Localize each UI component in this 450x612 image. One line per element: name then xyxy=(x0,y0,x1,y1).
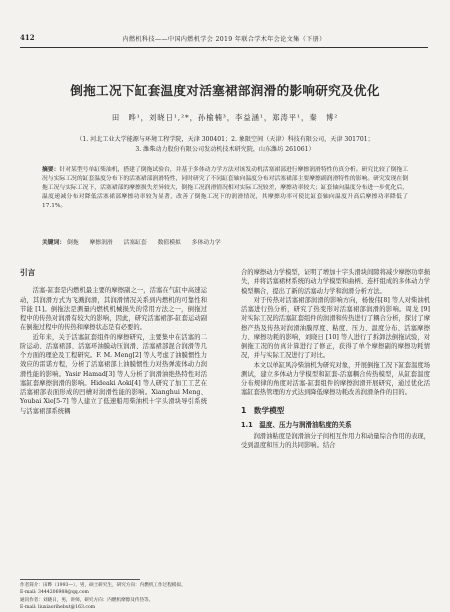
footnote-line: E-mail: 3444206988@qq.com xyxy=(20,590,89,596)
section-heading: 1 数学模型 xyxy=(241,405,285,415)
footnote-rule xyxy=(20,579,140,580)
abstract xyxy=(42,166,408,211)
affiliation-line: 3. 潍柴动力股份有限公司发动机技术研究院，山东潍坊 261061） xyxy=(135,146,315,153)
keyword: 活塞缸套 xyxy=(123,240,147,246)
paper-title: 倒拖工况下缸套温度对活塞裙部润滑的影响研究及优化 xyxy=(70,83,380,98)
keyword: 倒拖 xyxy=(67,240,79,246)
footnotes xyxy=(20,582,210,612)
running-header xyxy=(20,33,428,45)
body-paragraph: 对于传热对活塞裙部润滑的影响方向，杨俊伟[8] 等人对柴油机活塞进行热分析，研究了热变形对活塞裙部润滑的影响。周龙 [9] 对实际工况的活塞缸套组件的润滑和传热进行了耦合分析，探讨了摩擦产热及传热对润滑油膜厚度、粘度、压力、温度分布、活塞摩擦力、摩擦功耗的影响，刘晓日 [10] 等人进行了拆卸法倒拖试验，对倒拖工况的仿真计算进行了修正，获得了单个摩擦副的摩擦功耗情况，并与实际工况进行了对比。 xyxy=(241,296,430,360)
body-paragraph: 本文以单缸风冷柴油机为研究对象，开展倒拖工况下缸套温度场测试，建立多体动力学模型和缸套-活塞耦合传热模型，从缸套温度分布规律的角度对活塞-缸套组件的摩擦润滑开展研究，通过优化活塞缸套热管理的方式达到降低摩擦功耗改善润滑条件的目的。 xyxy=(241,361,430,397)
body-paragraph: 润滑油粘度是润滑油分子间相互作用力和动量综合作用的表现，受到温度和压力的共同影响。结合 xyxy=(241,433,430,450)
keywords xyxy=(42,237,408,246)
page-number: 412 xyxy=(20,33,35,42)
running-title: 内燃机科技——中国内燃机学会 2019 年联合学术年会论文集（下册） xyxy=(122,36,326,43)
header-rule xyxy=(20,47,428,48)
author-list: 田 晔¹，刘晓日¹,²*，孙榆楠³，李益涵¹，郑涛平¹，秦 博² xyxy=(111,113,339,122)
intro-heading: 引言 xyxy=(20,268,36,277)
keywords-label: 关键词： xyxy=(42,240,66,246)
subsection-heading: 1.1 温度、压力与润滑油粘度的关系 xyxy=(241,420,352,429)
affiliations xyxy=(32,135,418,155)
footnote-line: E-mail: liuxiaorihebut@163.com xyxy=(20,605,96,611)
body-paragraph: 活塞-缸套是内燃机最主要的摩擦副之一，活塞在气缸中高速运动，其润滑方式为飞溅润滑，其润滑情况关系到内燃机的可靠性和节能 [1]。倒拖法是测量内燃机机械损失的常用方法之一，倒拖过程中的传热对润滑有较大的影响，因此，研究活塞裙部-缸套运动副在倒拖过程中的传热和摩擦状态是有必要的。 xyxy=(20,287,207,332)
keyword: 摩擦润滑 xyxy=(89,240,113,246)
abstract-text: 针对某型号单缸柴油机，搭建了倒拖试验台，并基于多体动力学方法对该发动机活塞裙部进行摩擦润滑特性仿真分析。研究比较了倒拖工况与实际工况的缸套温度分布下的活塞裙部润滑特性，同时研究了不同缸套轴向温度分布对活塞裙部主要摩擦副润滑特性的影响。研究发现在倒拖工况与实际工况下，活塞裙部的摩擦损失差异较大，倒拖工况润滑情况相对实际工况较差，摩擦功率较大；缸套轴向温度分布进一步优化后，温度递减分布对降低活塞裙部摩擦功率较为显著，改善了倒拖工况下的润滑情况，其摩擦功率可使比缸套轴向温度升高后摩擦功率降低了 17.1%。 xyxy=(42,167,408,209)
body-paragraph: 合的摩擦动力学模型，证明了增加十字头滑块间隙将减少摩擦功率损失，并将活塞裙材系统的动力学模型和曲柄、连杆组成的多体动力学模型耦合，提出了新的活塞动力学和润滑分析方法。 xyxy=(241,269,430,295)
footnote-line: 作者简介：田晔（1993—），男，硕士研究生，研究方向：内燃机工作过程模拟。 xyxy=(20,583,186,588)
body-paragraph: 近年来，关于活塞缸套组件的摩擦研究，主要集中在活塞的二阶运动、活塞裙部、活塞环油膜动压润滑、活塞裙部混合润滑等几个方面的理论及工程研究。F. M. Meng[2] 等人考虑了油膜惯性力效应的雷诺方程，分析了活塞裙部上油膜惯性力对热弹流体动力润滑性能的影响。Yasir Hamad[3] 等人分析了润滑油绝热特性对活塞缸套摩擦润滑的影响。Hideaki Aoki[4] 等人研究了加工工艺在活塞裙部表面形成的凹槽对润滑性能的影响。Xianghui Meng、Youbai Xie[5-7] 等人建立了低速船用柴油机十字头滑块导引系统与活塞裙部系统耦 xyxy=(20,333,207,415)
right-column xyxy=(241,268,430,451)
keyword: 多体动力学 xyxy=(191,240,221,246)
affiliation-line: （1. 河北工业大学能源与环境工程学院，天津 300401；2. 象限空间（天津）科技有限公司，天津 301701； xyxy=(76,136,374,143)
left-column xyxy=(20,268,207,416)
keyword: 数值模拟 xyxy=(157,240,181,246)
footnote-line: 通讯作者：刘晓日，男，讲师，研究方向：内燃机摩擦及传热等。 xyxy=(20,597,154,603)
abstract-label: 摘要： xyxy=(42,167,60,173)
